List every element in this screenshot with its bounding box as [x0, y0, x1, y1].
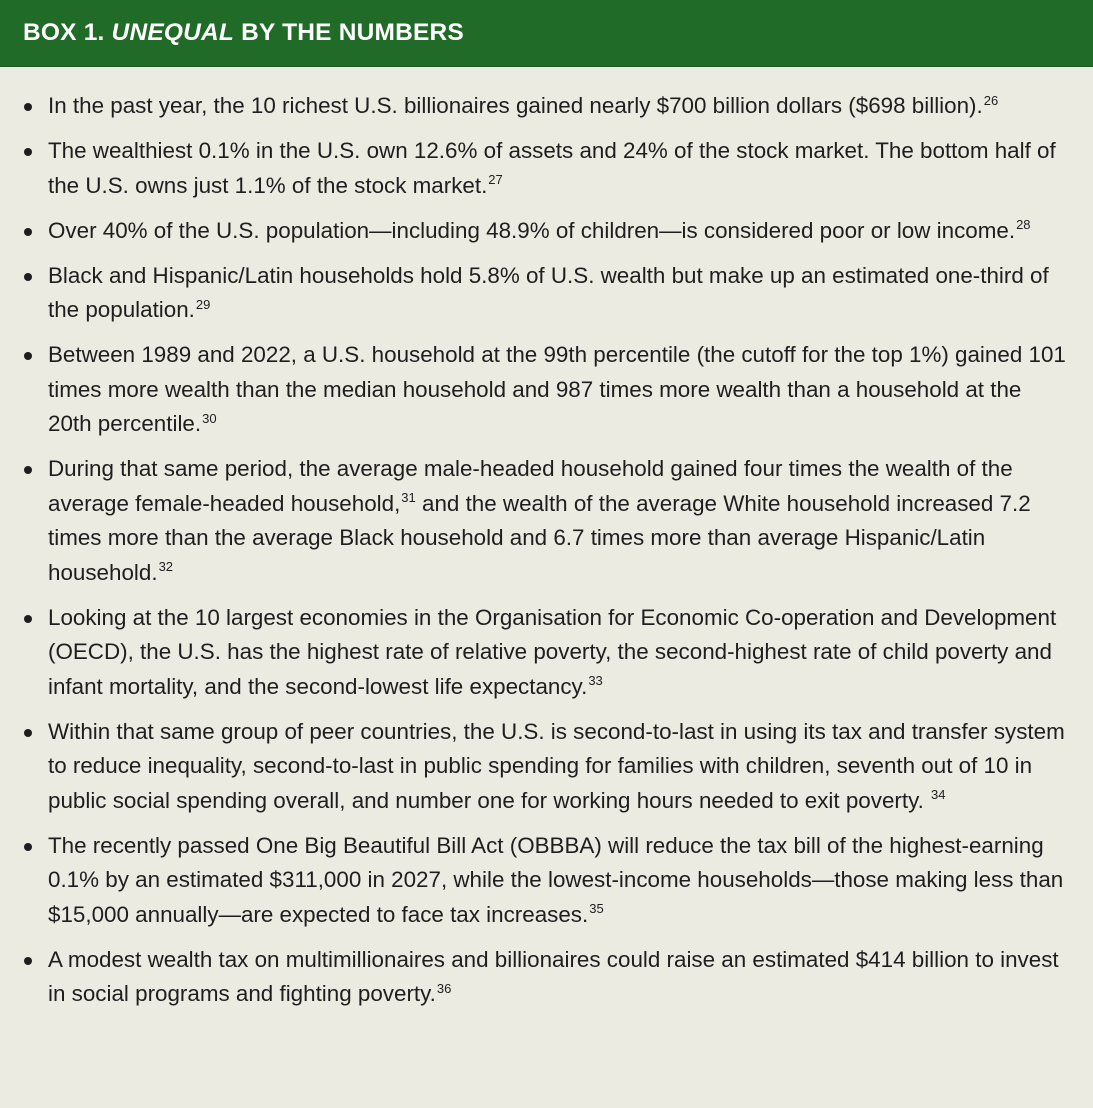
list-item-text: A modest wealth tax on multimillionaires and billionaires could raise an estimated $414 billion to invest in social programs and fighting poverty.	[48, 946, 1059, 1006]
list-item-text: Looking at the 10 largest economies in the Organisation for Economic Co-operation and Development (OECD), the U.S. has the highest rate of relative poverty, the second-highest rate of child poverty and infant mortality, and the second-lowest life expectancy.	[48, 604, 1057, 699]
list-item	[0, 715, 1093, 819]
list-item-text: Black and Hispanic/Latin households hold 5.8% of U.S. wealth but make up an estimated one-third of the population.	[48, 262, 1049, 322]
footnote-ref: 32	[158, 559, 174, 575]
bullet-icon	[24, 352, 32, 360]
list-item	[0, 452, 1093, 590]
fact-list	[0, 67, 1093, 1012]
list-item-text: During that same period, the average male-headed household gained four times the wealth of the average female-headed household,	[48, 456, 1013, 516]
box-header	[0, 0, 1093, 67]
bullet-icon	[24, 466, 32, 474]
box-title-prefix: BOX 1.	[23, 19, 112, 46]
bullet-icon	[24, 228, 32, 236]
list-item	[0, 338, 1093, 442]
list-item-text: Within that same group of peer countries, the U.S. is second-to-last in using its tax and transfer system to reduce inequality, second-to-last in public spending for families with children, seventh out of 10 in public social spending overall, and number one for working hours needed to exit poverty.	[48, 718, 1065, 813]
footnote-ref: 28	[1016, 217, 1031, 233]
footnote-ref: 35	[589, 901, 604, 917]
footnote-ref: 34	[931, 787, 946, 803]
box-title-emphasis: UNEQUAL	[111, 19, 235, 46]
bullet-icon	[24, 273, 32, 281]
footnote-ref: 36	[436, 980, 452, 996]
bullet-icon	[24, 148, 32, 156]
bullet-icon	[24, 957, 32, 965]
bullet-icon	[24, 615, 32, 623]
list-item-text: The recently passed One Big Beautiful Bill Act (OBBBA) will reduce the tax bill of the highest-earning 0.1% by an estimated $311,000 in 2027, while the lowest-income households—those making less than $15,000 annually—are expected to face tax increases.	[48, 832, 1064, 927]
footnote-ref: 27	[488, 172, 503, 188]
list-item	[0, 259, 1093, 328]
bullet-icon	[24, 103, 32, 111]
list-item	[0, 89, 1093, 124]
bullet-icon	[24, 843, 32, 851]
list-item	[0, 214, 1093, 249]
footnote-ref: 29	[195, 296, 211, 312]
list-item-text: The wealthiest 0.1% in the U.S. own 12.6% of assets and 24% of the stock market. The bottom half of the U.S. owns just 1.1% of the stock market.	[48, 138, 1056, 198]
list-item-text-continued: and the wealth of the average White household increased 7.2 times more than the average Black household and 6.7 times more than average Hispanic/Latin household.	[48, 490, 1031, 585]
box-title-suffix: BY THE NUMBERS	[234, 19, 464, 46]
list-item	[0, 601, 1093, 705]
list-item-text: In the past year, the 10 richest U.S. billionaires gained nearly $700 billion dollars ($698 billion).	[48, 93, 983, 118]
list-item-text: Between 1989 and 2022, a U.S. household at the 99th percentile (the cutoff for the top 1%) gained 101 times more wealth than the median household and 987 times more wealth than a household at the 20th percentile.	[48, 342, 1066, 436]
footnote-ref: 31	[401, 490, 416, 506]
footnote-ref: 26	[983, 92, 999, 108]
list-item	[0, 943, 1093, 1012]
list-item	[0, 829, 1093, 933]
bullet-icon	[24, 729, 32, 737]
list-item-text: Over 40% of the U.S. population—including 48.9% of children—is considered poor or low income.	[48, 217, 1016, 243]
list-item	[0, 134, 1093, 203]
footnote-ref: 33	[588, 673, 603, 689]
footnote-ref: 30	[202, 410, 217, 426]
box-title	[23, 19, 464, 47]
